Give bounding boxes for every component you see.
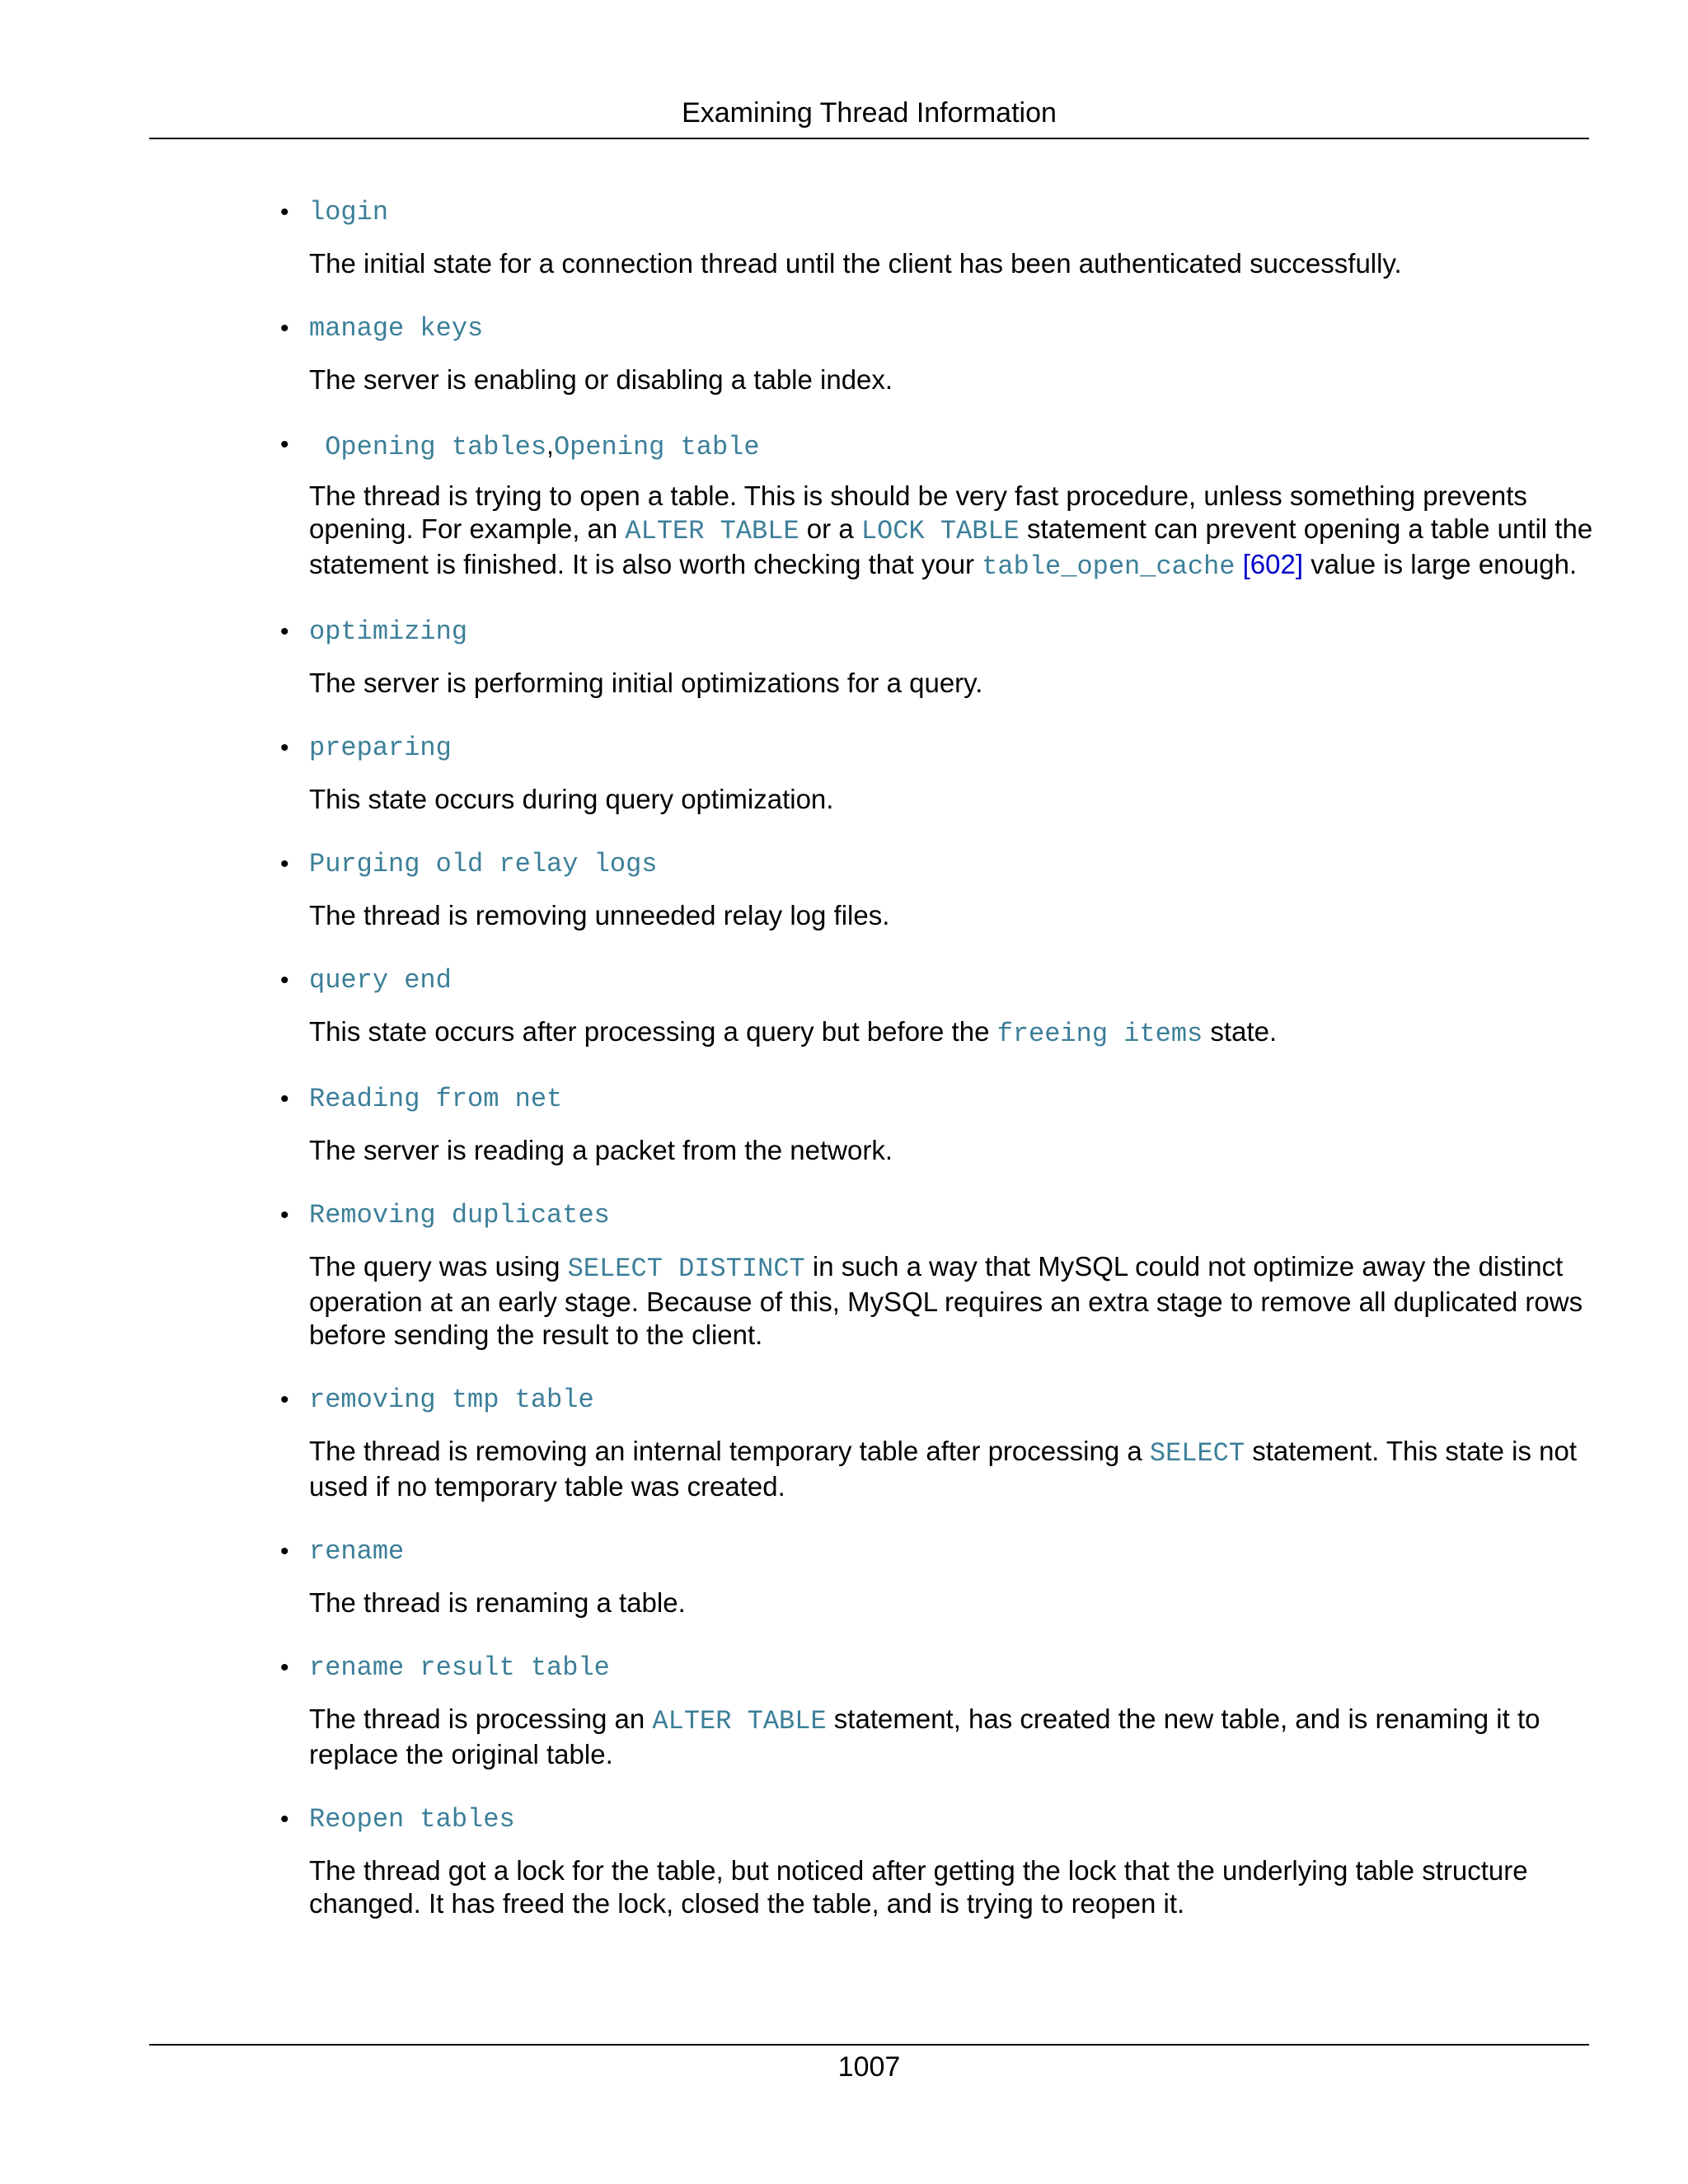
description-text: The thread is processing an bbox=[309, 1704, 653, 1734]
state-description bbox=[309, 1250, 1603, 1352]
state-term: optimizing bbox=[309, 616, 468, 647]
bullet-icon: • bbox=[280, 1202, 289, 1229]
header-rule bbox=[149, 138, 1589, 139]
state-term: rename result table bbox=[309, 1652, 610, 1683]
bullet-icon: • bbox=[280, 1538, 289, 1565]
bullet-icon: • bbox=[280, 1085, 289, 1113]
state-term: Purging old relay logs bbox=[309, 849, 658, 879]
description-text: in such a way that MySQL could not optimize away the distinct operation at an early stage. Because of this, MySQL requires an extra stage to remove all duplicated rows before sending the result to the client. bbox=[309, 1251, 1583, 1350]
state-term: removing tmp table bbox=[309, 1385, 594, 1415]
state-term bbox=[309, 422, 1599, 468]
state-term: Reopen tables bbox=[309, 1804, 515, 1835]
state-description: The server is performing initial optimizations for a query. bbox=[309, 668, 983, 698]
state-term: query end bbox=[309, 965, 452, 996]
bullet-icon: • bbox=[280, 1806, 289, 1833]
list-item bbox=[280, 1076, 1599, 1167]
state-description: The initial state for a connection thread until the client has been authenticated successfully. bbox=[309, 248, 1402, 279]
description-text: statement can prevent opening a table until the statement is finished. It is also worth checking that your bbox=[309, 513, 1593, 579]
state-term-name: Opening table bbox=[553, 432, 760, 462]
description-text: state. bbox=[1203, 1016, 1278, 1047]
description-text: value is large enough. bbox=[1303, 549, 1578, 579]
state-description: The server is reading a packet from the network. bbox=[309, 1135, 893, 1165]
list-item bbox=[280, 841, 1599, 932]
state-term: preparing bbox=[309, 733, 452, 763]
list-item bbox=[280, 725, 1599, 816]
inline-code: table_open_cache bbox=[982, 551, 1236, 582]
description-text: statement. This state is not used if no temporary table was created. bbox=[309, 1436, 1577, 1502]
page-reference-link[interactable]: [602] bbox=[1235, 549, 1304, 579]
bullet-icon: • bbox=[280, 431, 289, 458]
description-text: or a bbox=[799, 513, 861, 544]
state-description: The thread got a lock for the table, but noticed after getting the lock that the underlying table structure changed. It has freed the lock, closed the table, and is trying to reopen it. bbox=[309, 1855, 1528, 1919]
bullet-icon: • bbox=[280, 734, 289, 762]
state-description: This state occurs during query optimization. bbox=[309, 784, 834, 814]
state-description bbox=[309, 1703, 1603, 1771]
inline-code: freeing items bbox=[996, 1019, 1203, 1049]
bullet-icon: • bbox=[280, 618, 289, 645]
list-item bbox=[280, 1529, 1599, 1619]
list-item bbox=[280, 306, 1599, 396]
list-item bbox=[280, 1645, 1599, 1771]
bullet-icon: • bbox=[280, 851, 289, 878]
state-term: Removing duplicates bbox=[309, 1200, 610, 1230]
bullet-icon: • bbox=[280, 967, 289, 994]
inline-code: ALTER TABLE bbox=[652, 1706, 827, 1736]
bullet-icon: • bbox=[280, 199, 289, 226]
inline-code: ALTER TABLE bbox=[625, 516, 799, 546]
state-description bbox=[309, 480, 1603, 583]
list-item bbox=[280, 958, 1599, 1051]
state-term: login bbox=[309, 197, 389, 227]
state-description: The server is enabling or disabling a table index. bbox=[309, 364, 893, 395]
page-number: 1007 bbox=[837, 2051, 901, 2083]
state-description bbox=[309, 1015, 1603, 1051]
term-separator: , bbox=[546, 430, 554, 460]
state-description: The thread is renaming a table. bbox=[309, 1587, 686, 1618]
state-description bbox=[309, 1435, 1603, 1503]
state-term: Reading from net bbox=[309, 1084, 563, 1114]
state-term: manage keys bbox=[309, 313, 484, 344]
thread-state-list bbox=[280, 190, 1599, 1946]
list-item bbox=[280, 1797, 1599, 1920]
state-term-name: Opening tables bbox=[325, 432, 547, 462]
page-header-title: Examining Thread Information bbox=[682, 97, 1057, 129]
list-item bbox=[280, 609, 1599, 700]
description-text: This state occurs after processing a query but before the bbox=[309, 1016, 997, 1047]
description-text: The thread is trying to open a table. This is should be very fast procedure, unless something prevents opening. For example, an bbox=[309, 480, 1527, 544]
state-term: rename bbox=[309, 1536, 405, 1567]
bullet-icon: • bbox=[280, 1654, 289, 1681]
list-item bbox=[280, 190, 1599, 280]
description-text: The thread is removing an internal temporary table after processing a bbox=[309, 1436, 1150, 1466]
bullet-icon: • bbox=[280, 1386, 289, 1413]
inline-code: SELECT bbox=[1149, 1438, 1245, 1469]
list-item bbox=[280, 1377, 1599, 1503]
description-text: The query was using bbox=[309, 1251, 568, 1282]
inline-code: LOCK TABLE bbox=[860, 516, 1020, 546]
list-item bbox=[280, 422, 1599, 583]
description-text: statement, has created the new table, and is renaming it to replace the original table. bbox=[309, 1704, 1540, 1769]
inline-code: SELECT DISTINCT bbox=[567, 1254, 805, 1284]
list-item bbox=[280, 1193, 1599, 1352]
bullet-icon: • bbox=[280, 315, 289, 342]
state-description: The thread is removing unneeded relay log files. bbox=[309, 900, 890, 930]
